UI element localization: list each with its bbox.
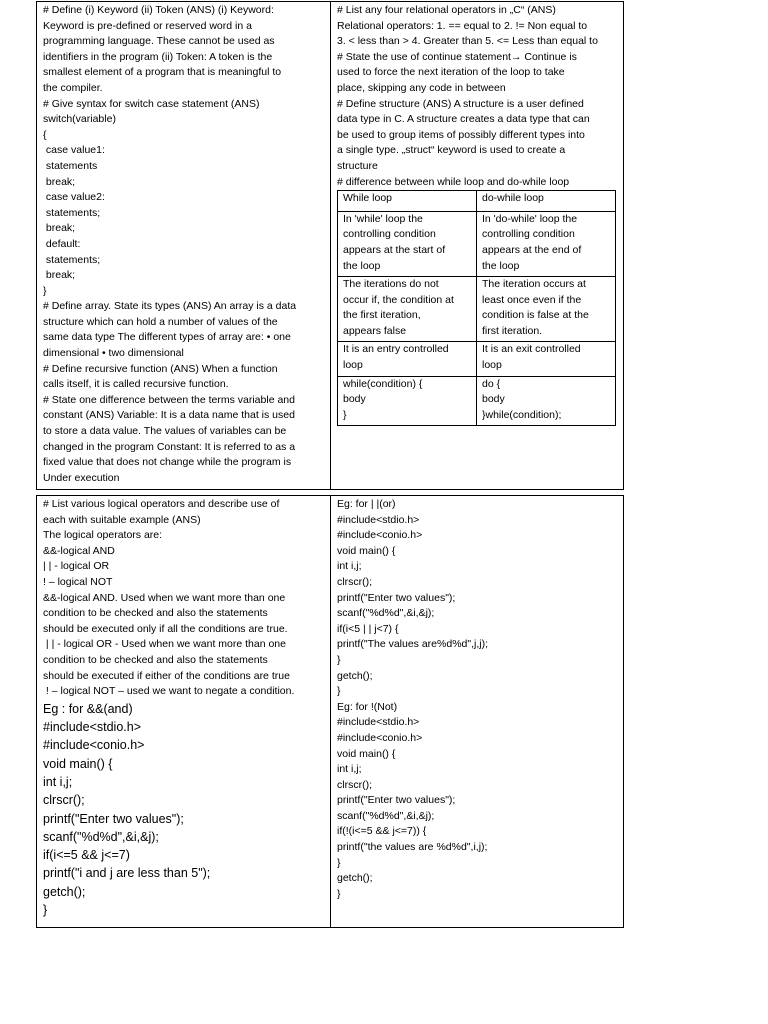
code-line: } bbox=[43, 902, 48, 917]
text-line: used to force the next iteration of the loop to take bbox=[337, 66, 565, 79]
text-line: smallest element of a program that is meaningful to bbox=[43, 66, 282, 79]
text-line: case value2: bbox=[43, 191, 105, 204]
text-line: statements; bbox=[43, 253, 101, 266]
text-block bbox=[337, 3, 617, 190]
text-line: 3. < less than > 4. Greater than 5. <= Less than equal to bbox=[337, 35, 598, 48]
code-line: #include<stdio.h> bbox=[337, 513, 420, 526]
text-line: a single type. „struct“ keyword is used to create a bbox=[337, 144, 566, 157]
code-line: if(!(i<=5 && j<=7)) { bbox=[337, 825, 427, 838]
text-line: statements bbox=[43, 159, 98, 172]
code-line: int i,j; bbox=[337, 763, 362, 776]
code-line: if(i<=5 && j<=7) bbox=[43, 848, 130, 863]
table-cell: The iterations do not occur if, the condition at the first iteration, appears false bbox=[338, 277, 477, 342]
code-line: getch(); bbox=[337, 872, 373, 885]
code-line: scanf("%d%d",&i,&j); bbox=[337, 607, 435, 620]
text-line: condition to be checked and also the statements bbox=[43, 653, 268, 666]
code-line: #include<conio.h> bbox=[337, 529, 423, 542]
text-line: } bbox=[43, 284, 47, 297]
table-row bbox=[338, 342, 616, 376]
text-line: dimensional • two dimensional bbox=[43, 347, 184, 360]
code-line: if(i<5 | | j<7) { bbox=[337, 622, 399, 635]
text-line: structure which can hold a number of values of the bbox=[43, 315, 278, 328]
code-line: int i,j; bbox=[43, 774, 73, 789]
code-line: printf("Enter two values"); bbox=[337, 794, 456, 807]
text-line: | | - logical OR bbox=[43, 560, 110, 573]
text-line: Under execution bbox=[43, 471, 120, 484]
table-cell: It is an entry controlled loop bbox=[338, 342, 477, 376]
code-example-and bbox=[43, 700, 324, 920]
text-line: break; bbox=[43, 269, 76, 282]
text-line: # Define array. State its types (ANS) An array is a data bbox=[43, 300, 297, 313]
text-line: Relational operators: 1. == equal to 2. != Non equal to bbox=[337, 19, 588, 32]
code-line: printf("Enter two values"); bbox=[43, 811, 184, 826]
code-line: } bbox=[337, 856, 341, 869]
text-line: statements; bbox=[43, 206, 101, 219]
text-line: # Define (i) Keyword (ii) Token (ANS) (i) Keyword: bbox=[43, 4, 274, 16]
table-cell: In 'do-while' loop the controlling condition appears at the end of the loop bbox=[477, 211, 616, 276]
table-header-cell: While loop bbox=[338, 191, 477, 212]
text-line: # Define structure (ANS) A structure is a user defined bbox=[337, 97, 584, 110]
code-line: void main() { bbox=[43, 756, 113, 771]
code-line: printf("the values are %d%d",i,j); bbox=[337, 841, 488, 854]
text-line: programming language. These cannot be used as bbox=[43, 35, 275, 48]
table-cell: while(condition) { body } bbox=[338, 376, 477, 426]
table-cell: It is an exit controlled loop bbox=[477, 342, 616, 376]
text-line: each with suitable example (ANS) bbox=[43, 513, 201, 526]
text-line: # Give syntax for switch case statement (ANS) bbox=[43, 97, 260, 110]
text-line: should be executed if either of the conditions are true bbox=[43, 669, 290, 682]
cell-logical-operators bbox=[36, 495, 331, 928]
code-line: } bbox=[337, 653, 341, 666]
text-line: Keyword is pre-defined or reserved word in a bbox=[43, 19, 252, 32]
text-line: the compiler. bbox=[43, 81, 103, 94]
text-line: fixed value that does not change while the program is bbox=[43, 456, 292, 469]
text-line: &&-logical AND. Used when we want more than one bbox=[43, 591, 286, 604]
table-row bbox=[338, 376, 616, 426]
table-cell: do { body }while(condition); bbox=[477, 376, 616, 426]
code-line: scanf("%d%d",&i,&j); bbox=[43, 829, 159, 844]
text-line: condition to be checked and also the statements bbox=[43, 607, 268, 620]
code-line: #include<stdio.h> bbox=[337, 716, 420, 729]
table-cell: In 'while' loop the controlling condition appears at the start of the loop bbox=[338, 211, 477, 276]
code-line: clrscr(); bbox=[337, 575, 372, 588]
text-line: default: bbox=[43, 237, 81, 250]
text-line: switch(variable) bbox=[43, 113, 116, 126]
table-header-row bbox=[338, 191, 616, 212]
text-line: ! – logical NOT bbox=[43, 575, 113, 588]
code-example-or-not bbox=[337, 497, 617, 902]
code-line: printf("Enter two values"); bbox=[337, 591, 456, 604]
loop-comparison-table bbox=[337, 190, 616, 426]
text-line: | | - logical OR - Used when we want more than one bbox=[43, 638, 286, 651]
cell-operators-structure-loops bbox=[330, 1, 624, 490]
code-line: clrscr(); bbox=[337, 778, 372, 791]
text-line: constant (ANS) Variable: It is a data name that is used bbox=[43, 409, 295, 422]
code-line: Eg: for !(Not) bbox=[337, 700, 398, 713]
code-line: printf("i and j are less than 5"); bbox=[43, 866, 211, 881]
table-header-cell: do-while loop bbox=[477, 191, 616, 212]
code-line: int i,j; bbox=[337, 560, 362, 573]
text-line: structure bbox=[337, 159, 378, 172]
code-line: clrscr(); bbox=[43, 793, 85, 808]
table-row bbox=[338, 211, 616, 276]
code-line: void main() { bbox=[337, 747, 396, 760]
code-line: printf("The values are%d%d",j,j); bbox=[337, 638, 489, 651]
code-line: Eg : for &&(and) bbox=[43, 701, 133, 716]
text-line: # State one difference between the terms variable and bbox=[43, 393, 295, 406]
text-line: case value1: bbox=[43, 144, 105, 157]
text-line: place, skipping any code in between bbox=[337, 81, 506, 94]
text-line: calls itself, it is called recursive function. bbox=[43, 378, 229, 391]
text-line: should be executed only if all the conditions are true. bbox=[43, 622, 288, 635]
text-line: # difference between while loop and do-while loop bbox=[337, 175, 570, 188]
code-line: void main() { bbox=[337, 544, 396, 557]
text-line: &&-logical AND bbox=[43, 544, 115, 557]
code-line: #include<stdio.h> bbox=[43, 720, 141, 735]
text-line: identifiers in the program (ii) Token: A token is the bbox=[43, 50, 273, 63]
text-block bbox=[43, 497, 324, 700]
text-line: break; bbox=[43, 222, 76, 235]
code-line: Eg: for | |(or) bbox=[337, 498, 396, 510]
cell-or-not-examples bbox=[330, 495, 624, 928]
text-line: data type in C. A structure creates a data type that can bbox=[337, 113, 590, 126]
text-line: to store a data value. The values of variables can be bbox=[43, 425, 287, 438]
text-line: changed in the program Constant: It is referred to as a bbox=[43, 440, 296, 453]
text-line: be used to group items of possibly different types into bbox=[337, 128, 585, 141]
table-cell: The iteration occurs at least once even if the condition is false at the first iteration. bbox=[477, 277, 616, 342]
text-line: # List any four relational operators in „C“ (ANS) bbox=[337, 4, 556, 16]
code-line: getch(); bbox=[43, 884, 86, 899]
text-block bbox=[43, 3, 324, 486]
code-line: } bbox=[337, 887, 341, 900]
text-line: # List various logical operators and describe use of bbox=[43, 498, 280, 510]
code-line: getch(); bbox=[337, 669, 373, 682]
code-line: scanf("%d%d",&i,&j); bbox=[337, 809, 435, 822]
cell-keywords-switch-array bbox=[36, 1, 331, 490]
text-line: break; bbox=[43, 175, 76, 188]
text-line: same data type The different types of array are: • one bbox=[43, 331, 291, 344]
text-line: ! – logical NOT – used we want to negate a condition. bbox=[43, 685, 295, 698]
text-line: # Define recursive function (ANS) When a function bbox=[43, 362, 278, 375]
table-row bbox=[338, 277, 616, 342]
text-line: The logical operators are: bbox=[43, 529, 163, 542]
code-line: #include<conio.h> bbox=[337, 731, 423, 744]
code-line: } bbox=[337, 685, 341, 698]
code-line: #include<conio.h> bbox=[43, 738, 145, 753]
text-line: # State the use of continue statement→ Continue is bbox=[337, 50, 577, 63]
text-line: { bbox=[43, 128, 47, 141]
